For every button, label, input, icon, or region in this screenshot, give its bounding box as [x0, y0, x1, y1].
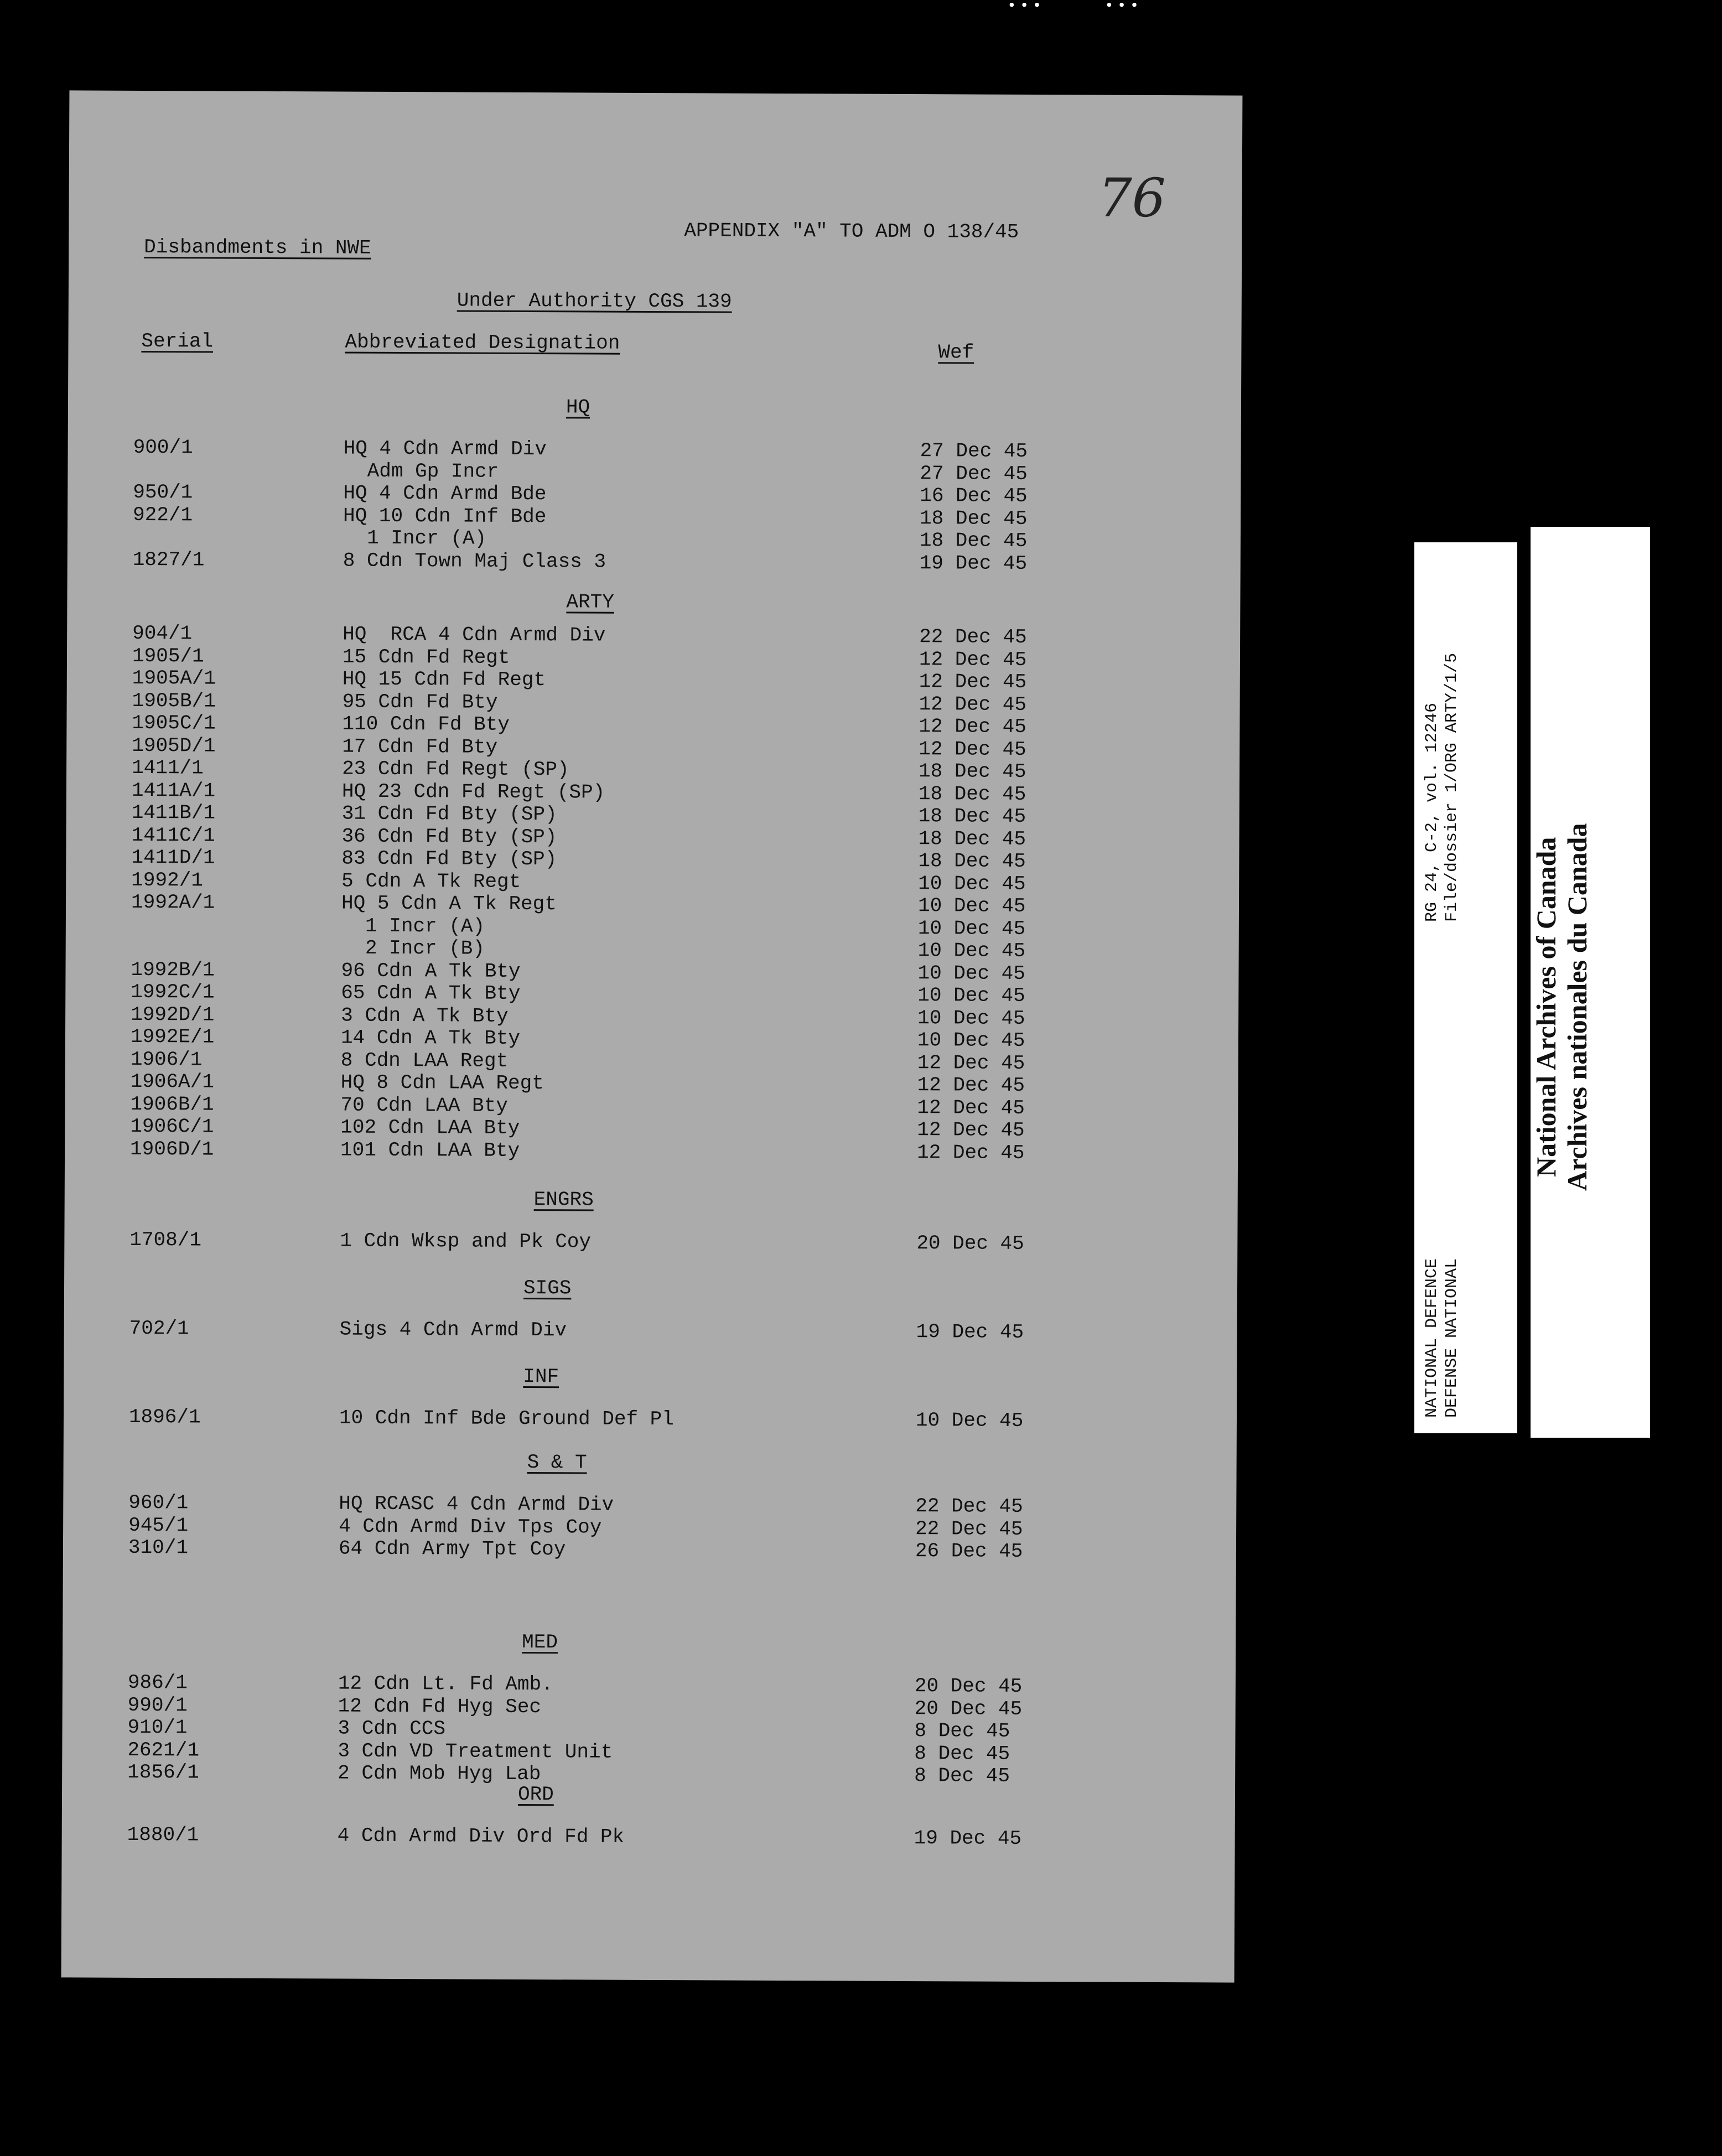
record-group-reference	[1422, 653, 1462, 922]
wef-date-cell: 19 Dec 45	[919, 551, 1028, 575]
designation-cell: 12 Cdn Lt. Fd Amb.	[338, 1672, 553, 1696]
serial-cell: 990/1	[127, 1693, 188, 1717]
designation-cell: 10 Cdn Inf Bde Ground Def Pl	[339, 1406, 674, 1431]
section-heading: INF	[523, 1365, 559, 1388]
section-heading: HQ	[566, 396, 590, 419]
serial-cell: 1906D/1	[130, 1137, 214, 1161]
column-header-designation: Abbreviated Designation	[345, 330, 620, 355]
serial-cell: 1906B/1	[130, 1092, 214, 1116]
authority-line: Under Authority CGS 139	[457, 289, 732, 313]
table-row	[62, 1760, 1169, 1787]
column-header-wef: Wef	[938, 341, 974, 364]
wef-date-cell: 22 Dec 45	[915, 1495, 1023, 1518]
wef-date-cell: 19 Dec 45	[916, 1320, 1024, 1344]
table-row	[64, 1228, 1171, 1255]
wef-date-cell: 12 Dec 45	[919, 692, 1027, 716]
wef-date-cell: 20 Dec 45	[914, 1675, 1023, 1698]
wef-date-cell: 12 Dec 45	[917, 1118, 1025, 1142]
serial-cell: 1411D/1	[131, 846, 215, 869]
serial-cell: 1906/1	[130, 1048, 203, 1071]
serial-cell: 1411B/1	[131, 801, 216, 825]
wef-date-cell: 18 Dec 45	[918, 782, 1026, 806]
wef-date-cell: 8 Dec 45	[914, 1719, 1010, 1743]
serial-cell: 1896/1	[128, 1405, 201, 1429]
section-heading: SIGS	[523, 1276, 572, 1300]
wef-date-cell: 18 Dec 45	[919, 760, 1026, 783]
wef-date-cell: 10 Dec 45	[917, 984, 1025, 1007]
designation-cell: 101 Cdn LAA Bty	[340, 1138, 520, 1162]
designation-cell: 1 Incr (A)	[343, 526, 487, 550]
serial-cell: 910/1	[127, 1716, 188, 1739]
wef-date-cell: 12 Dec 45	[919, 670, 1027, 693]
table-row	[64, 1317, 1171, 1344]
document-title: Disbandments in NWE	[144, 235, 371, 260]
wef-date-cell: 19 Dec 45	[914, 1827, 1022, 1850]
wef-date-cell: 12 Dec 45	[917, 1051, 1025, 1075]
designation-cell: 4 Cdn Armd Div Ord Fd Pk	[337, 1824, 625, 1848]
archives-name-en: National Archives of Canada	[1531, 837, 1562, 1177]
wef-date-cell: 12 Dec 45	[917, 1074, 1025, 1097]
wef-date-cell: 10 Dec 45	[917, 961, 1026, 985]
serial-cell: 1992D/1	[131, 1003, 215, 1027]
designation-cell: HQ 5 Cdn A Tk Regt	[341, 892, 557, 916]
wef-date-cell: 12 Dec 45	[919, 715, 1026, 738]
designation-cell: HQ 4 Cdn Armd Div	[343, 437, 547, 461]
designation-cell: 64 Cdn Army Tpt Coy	[338, 1537, 566, 1561]
serial-cell: 1708/1	[129, 1228, 202, 1252]
designation-cell: 23 Cdn Fd Regt (SP)	[342, 757, 569, 781]
table-row	[64, 1405, 1170, 1432]
wef-date-cell: 18 Dec 45	[920, 506, 1028, 530]
wef-date-cell: 22 Dec 45	[919, 625, 1027, 649]
serial-cell: 1905B/1	[132, 689, 216, 713]
reference-line-1: RG 24, C-2, vol. 12246	[1423, 702, 1441, 922]
designation-cell: 31 Cdn Fd Bty (SP)	[341, 802, 557, 826]
handwritten-page-number: 76	[1098, 167, 1166, 230]
serial-cell: 702/1	[129, 1317, 189, 1340]
wef-date-cell: 10 Dec 45	[917, 1029, 1025, 1052]
designation-cell: 14 Cdn A Tk Bty	[340, 1026, 521, 1050]
serial-cell: 1905D/1	[132, 734, 216, 758]
designation-cell: HQ 4 Cdn Armd Bde	[343, 481, 547, 506]
film-sprocket-dots: •••	[1104, 0, 1143, 15]
wef-date-cell: 12 Dec 45	[919, 737, 1026, 761]
serial-cell: 1992C/1	[131, 980, 215, 1004]
designation-cell: Adm Gp Incr	[343, 459, 499, 483]
wef-date-cell: 18 Dec 45	[919, 529, 1028, 552]
wef-date-cell: 18 Dec 45	[918, 805, 1026, 828]
defense-nationale-line: DEFENSE NATIONAL	[1443, 1258, 1461, 1418]
wef-date-cell: 20 Dec 45	[914, 1697, 1023, 1720]
serial-cell: 1411/1	[132, 756, 204, 780]
designation-cell: Sigs 4 Cdn Armd Div	[339, 1318, 567, 1342]
designation-cell: HQ 10 Cdn Inf Bde	[343, 504, 547, 528]
table-row	[62, 1823, 1169, 1850]
wef-date-cell: 10 Dec 45	[917, 894, 1026, 918]
wef-date-cell: 22 Dec 45	[915, 1517, 1023, 1541]
archives-name-fr: Archives nationales du Canada	[1562, 823, 1593, 1191]
section-heading: ENGRS	[533, 1188, 594, 1211]
designation-cell: 15 Cdn Fd Regt	[342, 645, 510, 669]
wef-date-cell: 10 Dec 45	[917, 916, 1026, 940]
wef-date-cell: 27 Dec 45	[920, 462, 1028, 485]
section-heading: ARTY	[566, 590, 614, 614]
wef-date-cell: 26 Dec 45	[915, 1540, 1023, 1563]
archives-name	[1531, 823, 1593, 1191]
serial-cell: 1906A/1	[130, 1070, 214, 1093]
serial-cell: 1411C/1	[131, 823, 215, 847]
designation-cell: HQ RCA 4 Cdn Armd Div	[343, 623, 606, 647]
serial-cell: 950/1	[133, 480, 193, 504]
designation-cell: 3 Cdn CCS	[338, 1717, 446, 1740]
serial-cell: 922/1	[133, 503, 193, 526]
serial-cell: 945/1	[128, 1514, 189, 1537]
serial-cell: 1880/1	[127, 1823, 199, 1847]
designation-cell: 12 Cdn Fd Hyg Sec	[338, 1694, 542, 1718]
serial-cell: 1856/1	[127, 1760, 199, 1784]
wef-date-cell: 18 Dec 45	[918, 827, 1026, 851]
wef-date-cell: 10 Dec 45	[917, 939, 1026, 962]
film-sprocket-dots: •••	[1007, 0, 1045, 15]
serial-cell: 900/1	[133, 436, 193, 459]
column-header-serial: Serial	[141, 329, 214, 353]
designation-cell: 95 Cdn Fd Bty	[342, 690, 498, 714]
table-row	[65, 1137, 1171, 1164]
serial-cell: 904/1	[132, 621, 193, 645]
document-page	[61, 90, 1243, 1982]
serial-cell: 1992E/1	[130, 1025, 215, 1049]
serial-cell: 2621/1	[127, 1738, 200, 1761]
wef-date-cell: 18 Dec 45	[918, 849, 1026, 873]
designation-cell: HQ 23 Cdn Fd Regt (SP)	[341, 780, 605, 804]
wef-date-cell: 10 Dec 45	[915, 1409, 1024, 1432]
serial-cell: 986/1	[127, 1671, 188, 1694]
designation-cell: 83 Cdn Fd Bty (SP)	[341, 847, 557, 871]
serial-cell: 960/1	[128, 1491, 189, 1515]
section-heading: ORD	[517, 1782, 554, 1806]
designation-cell: 3 Cdn A Tk Bty	[341, 1004, 509, 1028]
designation-cell: 70 Cdn LAA Bty	[340, 1093, 508, 1117]
designation-cell: 2 Cdn Mob Hyg Lab	[338, 1761, 541, 1786]
serial-cell: 1411A/1	[131, 779, 216, 802]
designation-cell: 1 Cdn Wksp and Pk Coy	[340, 1229, 592, 1253]
designation-cell: HQ 15 Cdn Fd Regt	[342, 667, 546, 692]
national-defence-text	[1422, 1258, 1462, 1418]
wef-date-cell: 27 Dec 45	[920, 439, 1028, 463]
wef-date-cell: 8 Dec 45	[914, 1764, 1010, 1787]
wef-date-cell: 20 Dec 45	[916, 1232, 1024, 1255]
table-row	[63, 1536, 1170, 1563]
serial-cell: 310/1	[128, 1536, 189, 1559]
wef-date-cell: 12 Dec 45	[917, 1096, 1025, 1120]
serial-cell: 1992B/1	[131, 958, 215, 982]
reference-line-2: File/dossier 1/ORG ARTY/1/5	[1443, 652, 1461, 922]
designation-cell: HQ 8 Cdn LAA Regt	[340, 1071, 544, 1095]
appendix-reference: APPENDIX "A" TO ADM O 138/45	[684, 219, 1019, 243]
table-row	[68, 548, 1174, 575]
wef-date-cell: 12 Dec 45	[917, 1141, 1025, 1164]
designation-cell: 36 Cdn Fd Bty (SP)	[341, 825, 557, 848]
serial-cell: 1905/1	[132, 644, 204, 667]
wef-date-cell: 16 Dec 45	[920, 484, 1028, 507]
designation-cell: 102 Cdn LAA Bty	[340, 1116, 520, 1139]
wef-date-cell: 10 Dec 45	[918, 872, 1026, 895]
designation-cell: 4 Cdn Armd Div Tps Coy	[339, 1515, 602, 1539]
serial-cell: 1992/1	[131, 868, 203, 892]
designation-cell: HQ RCASC 4 Cdn Armd Div	[339, 1492, 614, 1516]
designation-cell: 17 Cdn Fd Bty	[342, 735, 498, 759]
serial-cell: 1827/1	[132, 548, 205, 571]
designation-cell: 2 Incr (B)	[341, 936, 485, 960]
designation-cell: 3 Cdn VD Treatment Unit	[338, 1739, 613, 1764]
designation-cell: 1 Incr (A)	[341, 914, 485, 938]
national-defence-line: NATIONAL DEFENCE	[1423, 1258, 1441, 1418]
wef-date-cell: 12 Dec 45	[919, 647, 1027, 671]
designation-cell: 96 Cdn A Tk Bty	[341, 959, 521, 983]
serial-cell: 1905C/1	[132, 711, 216, 735]
section-heading: S & T	[527, 1451, 587, 1474]
national-archives-label	[1531, 527, 1650, 1438]
designation-cell: 8 Cdn LAA Regt	[340, 1049, 509, 1072]
designation-cell: 8 Cdn Town Maj Class 3	[343, 549, 606, 573]
section-heading: MED	[522, 1630, 558, 1654]
serial-cell: 1906C/1	[130, 1115, 214, 1138]
designation-cell: 110 Cdn Fd Bty	[342, 712, 510, 736]
serial-cell: 1905A/1	[132, 666, 216, 690]
designation-cell: 65 Cdn A Tk Bty	[341, 981, 521, 1005]
archive-reference-label	[1414, 542, 1517, 1433]
wef-date-cell: 8 Dec 45	[914, 1742, 1010, 1765]
wef-date-cell: 10 Dec 45	[917, 1006, 1025, 1030]
serial-cell: 1992A/1	[131, 890, 215, 914]
designation-cell: 5 Cdn A Tk Regt	[341, 869, 521, 893]
